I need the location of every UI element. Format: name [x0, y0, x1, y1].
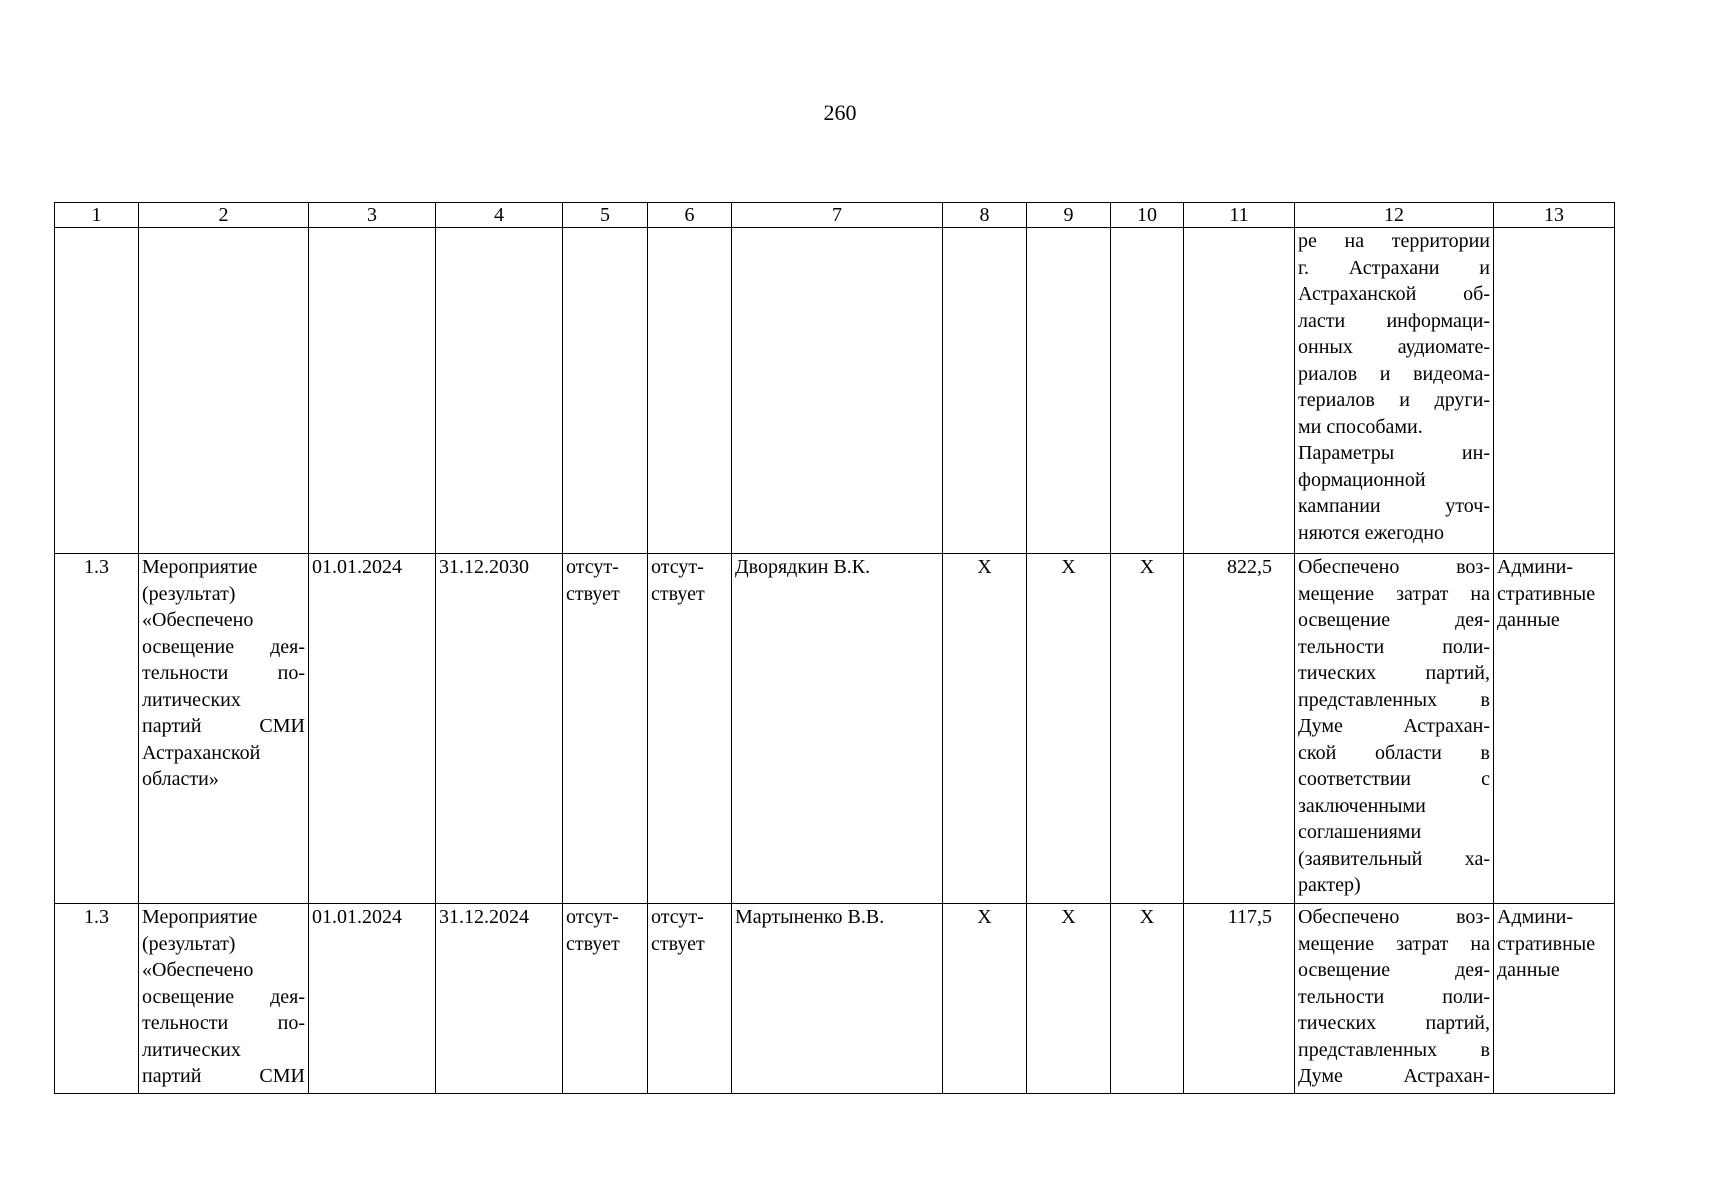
- text-line: освещение дея-: [142, 985, 305, 1008]
- header-cell: 13: [1494, 203, 1615, 228]
- text-line: данные: [1497, 609, 1560, 631]
- text-line: ской области в: [1298, 741, 1490, 764]
- text-line: «Обеспечено: [142, 609, 254, 631]
- col5-cell: [563, 554, 648, 904]
- header-cell: 11: [1184, 203, 1295, 228]
- amount-cell: 117,5: [1184, 904, 1295, 1094]
- responsible-person: Мартыненко В.В.: [732, 904, 943, 1094]
- text-line: тельности поли-: [1298, 635, 1490, 658]
- text-line: отсут-: [566, 556, 619, 578]
- result-description-cell: [1295, 228, 1494, 554]
- header-row: [55, 203, 1615, 228]
- text-line: тических партий,: [1298, 662, 1490, 684]
- text-line: партий СМИ: [142, 1065, 305, 1087]
- text-line: Обеспечено воз-: [1298, 556, 1490, 578]
- text-line: Астраханской об-: [1298, 283, 1490, 305]
- col6-cell: [648, 904, 732, 1094]
- table-cell: [436, 228, 563, 554]
- text-line: рактер): [1298, 874, 1361, 896]
- text-line: ствует: [566, 932, 620, 955]
- text-line: освещение дея-: [1298, 959, 1490, 981]
- measure-name-cell: [139, 904, 309, 1094]
- col9-cell: X: [1027, 554, 1111, 904]
- text-line: литических: [142, 688, 241, 711]
- text-line: кампании уточ-: [1298, 495, 1490, 517]
- continuation-row: [55, 228, 1615, 554]
- start-date: 01.01.2024: [309, 904, 436, 1094]
- page-number: 260: [823, 100, 857, 125]
- text-line: ствует: [651, 932, 705, 955]
- text-line: отсут-: [566, 906, 619, 928]
- text-line: Обеспечено воз-: [1298, 906, 1490, 928]
- text-line: соглашениями: [1298, 821, 1422, 843]
- text-line: ласти информаци-: [1298, 309, 1490, 332]
- text-line: освещение дея-: [142, 635, 305, 658]
- text-line: Астраханской: [142, 741, 261, 764]
- text-line: тельности поли-: [1298, 985, 1490, 1008]
- text-line: Мероприятие: [142, 906, 258, 928]
- text-line: литических: [142, 1038, 241, 1061]
- text-line: (результат): [142, 582, 236, 605]
- header-cell: 6: [648, 203, 732, 228]
- header-cell: 1: [55, 203, 139, 228]
- table-row: [55, 554, 1615, 904]
- header-cell: 7: [732, 203, 943, 228]
- measures-table: [54, 202, 1615, 1094]
- table-row: [55, 904, 1615, 1094]
- text-line: партий СМИ: [142, 715, 305, 737]
- header-cell: 10: [1111, 203, 1184, 228]
- table-cell: [1184, 228, 1295, 554]
- text-line: ствует: [566, 582, 620, 605]
- text-line: заключенными: [1298, 794, 1426, 817]
- table-cell: [139, 228, 309, 554]
- text-line: представленных в: [1298, 688, 1490, 711]
- text-line: отсут-: [651, 906, 704, 928]
- table-cell: [648, 228, 732, 554]
- text-line: г. Астрахани и: [1298, 256, 1490, 279]
- text-line: Мероприятие: [142, 556, 258, 578]
- text-line: няются ежегодно: [1298, 521, 1444, 544]
- text-line: Параметры ин-: [1298, 442, 1490, 464]
- start-date: 01.01.2024: [309, 554, 436, 904]
- col10-cell: X: [1111, 554, 1184, 904]
- text-line: отсут-: [651, 556, 704, 578]
- table-cell: [309, 228, 436, 554]
- text-line: териалов и други-: [1298, 389, 1490, 411]
- responsible-person: Дворядкин В.К.: [732, 554, 943, 904]
- header-cell: 12: [1295, 203, 1494, 228]
- item-number: 1.3: [55, 904, 139, 1094]
- header-cell: 4: [436, 203, 563, 228]
- col8-cell: X: [943, 904, 1027, 1094]
- col8-cell: X: [943, 554, 1027, 904]
- text-line: стративные: [1497, 932, 1596, 955]
- text-line: «Обеспечено: [142, 959, 254, 981]
- text-line: тельности по-: [142, 662, 305, 684]
- measure-name-cell: [139, 554, 309, 904]
- col9-cell: X: [1027, 904, 1111, 1094]
- text-line: ствует: [651, 582, 705, 605]
- result-description-cell: [1295, 554, 1494, 904]
- text-line: ми способами.: [1298, 415, 1423, 438]
- item-number: 1.3: [55, 554, 139, 904]
- col6-cell: [648, 554, 732, 904]
- source-cell: [1494, 904, 1615, 1094]
- result-description-cell: [1295, 904, 1494, 1094]
- text-line: данные: [1497, 959, 1560, 981]
- end-date: 31.12.2024: [436, 904, 563, 1094]
- text-line: представленных в: [1298, 1038, 1490, 1061]
- text-line: мещение затрат на: [1298, 932, 1490, 955]
- text-line: Думе Астрахан-: [1298, 1065, 1490, 1087]
- text-line: тельности по-: [142, 1012, 305, 1034]
- header-cell: 9: [1027, 203, 1111, 228]
- text-line: Админи-: [1497, 556, 1574, 578]
- text-line: риалов и видеома-: [1298, 362, 1490, 385]
- text-line: онных аудиомате-: [1298, 336, 1490, 358]
- text-line: формационной: [1298, 468, 1426, 491]
- header-cell: 8: [943, 203, 1027, 228]
- header-cell: 2: [139, 203, 309, 228]
- table-cell: [943, 228, 1027, 554]
- table-cell: [732, 228, 943, 554]
- text-line: ре на территории: [1298, 230, 1490, 252]
- amount-cell: 822,5: [1184, 554, 1295, 904]
- table-cell: [563, 228, 648, 554]
- text-line: области»: [142, 768, 219, 790]
- end-date: 31.12.2030: [436, 554, 563, 904]
- table-cell: [1027, 228, 1111, 554]
- table-cell: [55, 228, 139, 554]
- table-cell: [1111, 228, 1184, 554]
- source-cell: [1494, 554, 1615, 904]
- col5-cell: [563, 904, 648, 1094]
- header-cell: 5: [563, 203, 648, 228]
- table-cell: [1494, 228, 1615, 554]
- text-line: стративные: [1497, 582, 1596, 605]
- col10-cell: X: [1111, 904, 1184, 1094]
- text-line: Думе Астрахан-: [1298, 715, 1490, 737]
- text-line: тических партий,: [1298, 1012, 1490, 1034]
- text-line: (заявительный ха-: [1298, 847, 1490, 870]
- text-line: Админи-: [1497, 906, 1574, 928]
- text-line: мещение затрат на: [1298, 582, 1490, 605]
- text-line: освещение дея-: [1298, 609, 1490, 631]
- header-cell: 3: [309, 203, 436, 228]
- text-line: (результат): [142, 932, 236, 955]
- text-line: соответствии с: [1298, 768, 1490, 790]
